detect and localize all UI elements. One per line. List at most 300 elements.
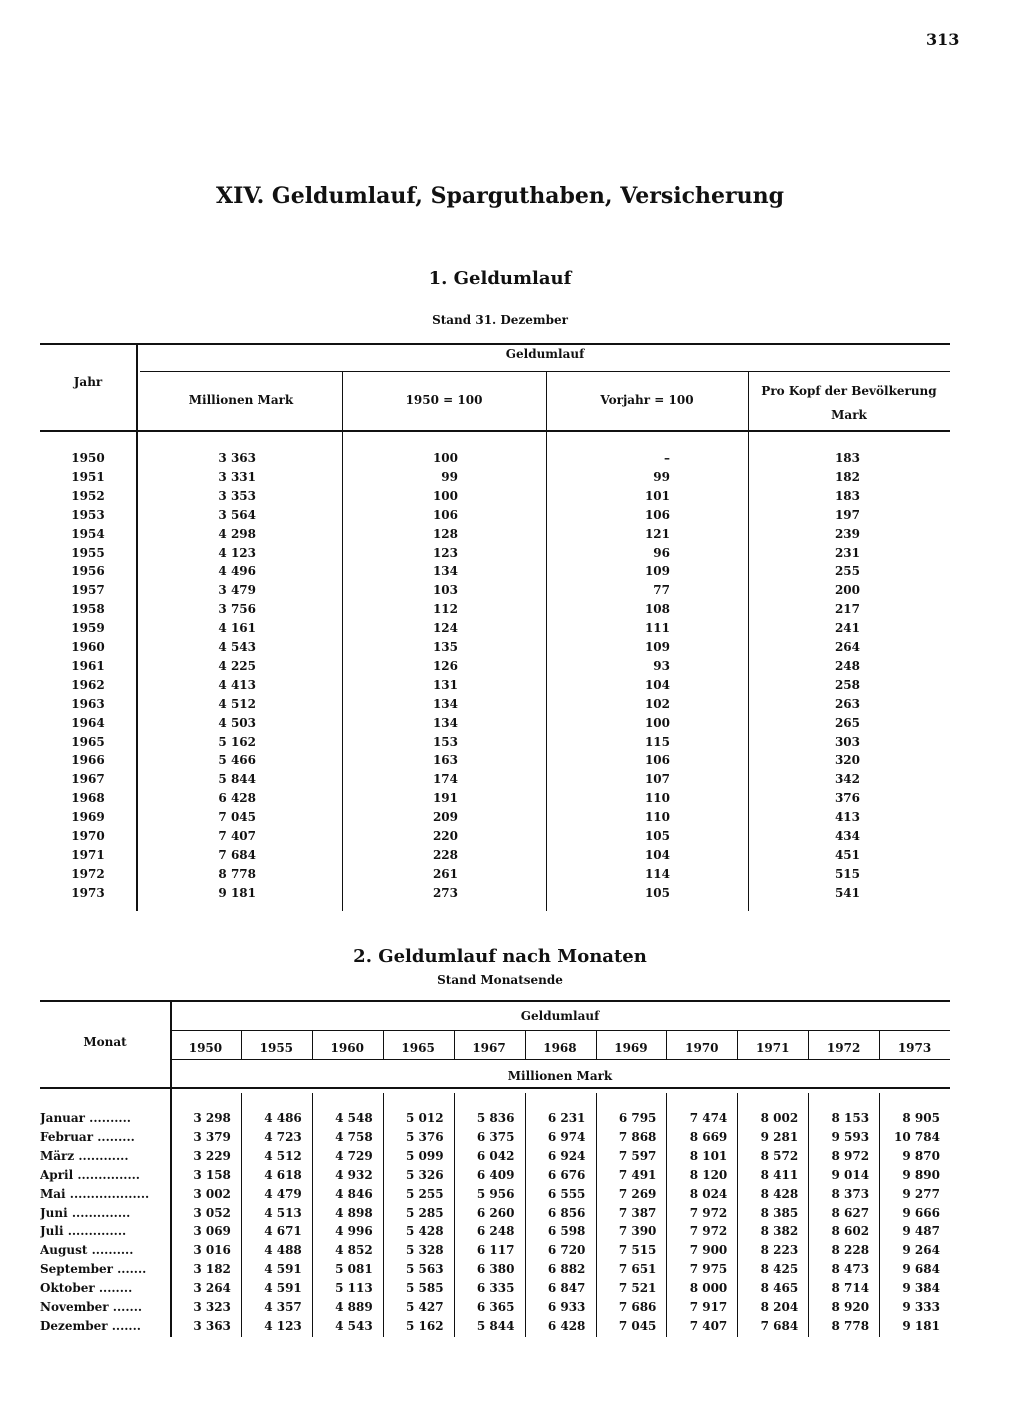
- cell-monat: November .......: [40, 1300, 143, 1314]
- cell-value: 5 376: [406, 1129, 444, 1144]
- cell-value: 6 598: [547, 1224, 586, 1239]
- cell-index-vorjahr: 106: [644, 753, 670, 768]
- cell-millionen-mark: 4 413: [218, 677, 256, 692]
- cell-pro-kopf: 241: [834, 621, 860, 636]
- cell-value: 5 427: [406, 1300, 444, 1314]
- cell-jahr: 1962: [71, 677, 105, 692]
- cell-pro-kopf: 182: [834, 469, 860, 484]
- cell-value: 4 618: [264, 1167, 302, 1182]
- cell-value: 8 024: [689, 1186, 728, 1201]
- cell-millionen-mark: 4 298: [218, 526, 256, 541]
- cell-value: 8 669: [689, 1129, 728, 1144]
- cell-index-vorjahr: 111: [644, 621, 670, 636]
- header-1950-index: 1950 = 100: [405, 393, 483, 407]
- cell-millionen-mark: 7 684: [218, 847, 256, 862]
- cell-value: 4 479: [264, 1186, 302, 1201]
- cell-value: 8 101: [689, 1148, 728, 1163]
- cell-value: 6 042: [476, 1148, 515, 1163]
- cell-index-1950: 134: [432, 564, 458, 579]
- cell-value: 10 784: [894, 1129, 940, 1144]
- header-year: 1968: [543, 1041, 577, 1055]
- cell-value: 6 924: [547, 1148, 586, 1163]
- cell-value: 5 836: [476, 1111, 515, 1125]
- cell-value: 6 428: [547, 1318, 586, 1333]
- header-year: 1967: [472, 1041, 506, 1055]
- cell-value: 8 204: [760, 1300, 799, 1314]
- cell-value: 5 099: [406, 1148, 444, 1163]
- cell-value: 9 593: [831, 1129, 870, 1144]
- cell-value: 8 385: [760, 1205, 799, 1220]
- cell-value: 9 333: [902, 1300, 940, 1314]
- header-pro-kopf: Pro Kopf der Bevölkerung: [761, 384, 937, 398]
- cell-value: 8 428: [760, 1186, 799, 1201]
- cell-index-1950: 128: [432, 526, 458, 541]
- cell-value: 4 932: [335, 1167, 373, 1182]
- cell-monat: April ...............: [40, 1167, 140, 1182]
- cell-index-vorjahr: 102: [644, 696, 670, 711]
- cell-index-1950: 100: [432, 451, 458, 465]
- table-rule: [170, 1059, 950, 1060]
- cell-value: 4 846: [335, 1186, 373, 1201]
- cell-value: 3 229: [193, 1148, 231, 1163]
- cell-value: 5 585: [406, 1281, 444, 1296]
- cell-value: 6 676: [547, 1167, 586, 1182]
- cell-index-1950: 99: [441, 469, 458, 484]
- cell-value: 4 512: [264, 1148, 302, 1163]
- cell-monat: Oktober ........: [40, 1281, 133, 1296]
- cell-value: 4 543: [335, 1318, 373, 1333]
- cell-pro-kopf: 320: [834, 753, 860, 768]
- section2-subtitle: Stand Monatsende: [437, 973, 563, 987]
- table-rule: [454, 1030, 455, 1059]
- cell-value: 5 428: [406, 1224, 444, 1239]
- cell-pro-kopf: 541: [834, 885, 860, 900]
- cell-value: 3 002: [193, 1186, 231, 1201]
- cell-pro-kopf: 200: [834, 583, 860, 598]
- header-geldumlauf: Geldumlauf: [520, 1009, 600, 1023]
- cell-millionen-mark: 3 756: [218, 602, 256, 617]
- header-year: 1972: [826, 1041, 861, 1055]
- cell-value: 4 488: [264, 1243, 302, 1258]
- cell-millionen-mark: 3 363: [218, 451, 256, 465]
- cell-millionen-mark: 3 353: [218, 488, 256, 503]
- chapter-title: XIV. Geldumlauf, Sparguthaben, Versicherung: [216, 183, 784, 209]
- cell-jahr: 1960: [71, 640, 105, 654]
- cell-jahr: 1967: [71, 772, 105, 787]
- cell-value: 5 012: [406, 1111, 444, 1125]
- cell-pro-kopf: 239: [834, 526, 860, 541]
- cell-millionen-mark: 4 123: [218, 545, 256, 560]
- cell-millionen-mark: 4 512: [218, 696, 256, 711]
- cell-value: 6 335: [476, 1281, 515, 1296]
- cell-monat: Juli ..............: [40, 1224, 127, 1239]
- cell-value: 7 917: [689, 1300, 728, 1314]
- cell-value: 8 120: [689, 1167, 728, 1182]
- cell-value: 6 260: [476, 1205, 515, 1220]
- cell-jahr: 1970: [71, 829, 105, 843]
- table-rule: [808, 1030, 809, 1059]
- cell-jahr: 1972: [71, 866, 105, 881]
- cell-index-1950: 112: [432, 602, 458, 617]
- cell-pro-kopf: 515: [834, 866, 860, 881]
- cell-index-vorjahr: 105: [644, 829, 670, 843]
- cell-value: 9 870: [902, 1148, 940, 1163]
- cell-millionen-mark: 5 844: [218, 772, 256, 787]
- cell-millionen-mark: 7 407: [218, 829, 256, 843]
- cell-index-vorjahr: 99: [653, 469, 670, 484]
- cell-millionen-mark: 5 162: [218, 734, 256, 749]
- cell-value: 9 277: [902, 1186, 940, 1201]
- cell-value: 3 158: [193, 1167, 231, 1182]
- cell-value: 7 045: [618, 1318, 657, 1333]
- cell-value: 8 465: [760, 1281, 799, 1296]
- cell-index-vorjahr: 115: [644, 734, 670, 749]
- header-year: 1965: [401, 1041, 435, 1055]
- cell-monat: Dezember .......: [40, 1318, 141, 1333]
- geldumlauf-monate-table: [40, 999, 950, 1337]
- cell-index-1950: 228: [432, 847, 458, 862]
- cell-value: 4 486: [264, 1111, 302, 1125]
- cell-monat: Mai ...................: [40, 1186, 150, 1201]
- cell-value: 8 411: [760, 1167, 799, 1182]
- cell-value: 7 515: [618, 1243, 657, 1258]
- cell-value: 4 996: [335, 1224, 373, 1239]
- cell-value: 3 264: [193, 1281, 231, 1296]
- cell-value: 5 563: [406, 1262, 444, 1277]
- cell-millionen-mark: 7 045: [218, 810, 256, 825]
- cell-index-vorjahr: 108: [644, 602, 670, 617]
- cell-value: 4 591: [264, 1281, 302, 1296]
- cell-value: 9 281: [760, 1129, 799, 1144]
- table-rule: [312, 1030, 313, 1059]
- cell-value: 8 228: [831, 1243, 870, 1258]
- cell-millionen-mark: 6 428: [218, 791, 256, 806]
- table-rule: [40, 1000, 950, 1002]
- cell-index-vorjahr: 104: [644, 677, 670, 692]
- cell-value: 6 847: [547, 1281, 586, 1296]
- cell-pro-kopf: 217: [834, 602, 860, 617]
- cell-value: 3 379: [193, 1129, 231, 1144]
- cell-value: 8 425: [760, 1262, 799, 1277]
- cell-jahr: 1958: [71, 602, 105, 617]
- table-rule: [170, 1030, 950, 1031]
- cell-millionen-mark: 8 778: [218, 866, 256, 881]
- cell-value: 8 382: [760, 1224, 799, 1239]
- cell-jahr: 1965: [71, 734, 105, 749]
- header-pro-kopf-unit: Mark: [831, 408, 867, 422]
- cell-index-1950: 273: [432, 885, 458, 900]
- cell-value: 9 181: [902, 1318, 940, 1333]
- cell-jahr: 1950: [71, 451, 105, 465]
- table-rule: [40, 430, 950, 432]
- cell-value: 7 975: [689, 1262, 728, 1277]
- cell-pro-kopf: 263: [834, 696, 860, 711]
- cell-value: 7 390: [618, 1224, 657, 1239]
- cell-pro-kopf: 183: [834, 488, 860, 503]
- cell-value: 4 889: [335, 1300, 373, 1314]
- header-year: 1969: [614, 1041, 648, 1055]
- cell-value: 5 162: [406, 1318, 444, 1333]
- table-rule: [737, 1030, 738, 1059]
- cell-index-1950: 134: [432, 715, 458, 730]
- cell-value: 4 357: [264, 1300, 302, 1314]
- cell-value: 8 153: [831, 1111, 870, 1125]
- cell-pro-kopf: 258: [834, 677, 860, 692]
- cell-value: 4 591: [264, 1262, 302, 1277]
- cell-index-1950: 131: [432, 677, 458, 692]
- cell-jahr: 1968: [71, 791, 105, 806]
- header-geldumlauf: Geldumlauf: [505, 347, 585, 361]
- cell-index-vorjahr: 96: [653, 545, 670, 560]
- cell-index-1950: 124: [432, 621, 458, 636]
- cell-jahr: 1963: [71, 696, 105, 711]
- cell-pro-kopf: 183: [834, 451, 860, 465]
- cell-index-1950: 103: [432, 583, 458, 598]
- cell-value: 6 856: [547, 1205, 586, 1220]
- header-year: 1950: [188, 1041, 223, 1055]
- cell-jahr: 1969: [71, 810, 105, 825]
- header-year: 1970: [685, 1041, 719, 1055]
- cell-millionen-mark: 4 161: [218, 621, 256, 636]
- cell-index-vorjahr: 110: [644, 810, 670, 825]
- cell-value: 8 572: [760, 1148, 799, 1163]
- cell-value: 7 269: [618, 1186, 657, 1201]
- cell-value: 4 723: [264, 1129, 302, 1144]
- cell-value: 7 521: [618, 1281, 657, 1296]
- cell-millionen-mark: 4 503: [218, 715, 256, 730]
- cell-index-vorjahr: 107: [644, 772, 670, 787]
- cell-monat: August ..........: [40, 1243, 134, 1258]
- cell-millionen-mark: 3 331: [218, 469, 256, 484]
- cell-index-vorjahr: 114: [644, 866, 670, 881]
- cell-monat: März ............: [40, 1148, 129, 1163]
- cell-index-1950: 106: [432, 507, 458, 522]
- geldumlauf-table: [40, 339, 950, 911]
- cell-value: 7 651: [618, 1262, 657, 1277]
- cell-index-1950: 163: [432, 753, 458, 768]
- cell-value: 7 900: [689, 1243, 728, 1258]
- cell-index-1950: 134: [432, 696, 458, 711]
- cell-value: 7 868: [618, 1129, 657, 1144]
- cell-index-1950: 135: [432, 640, 458, 654]
- cell-index-1950: 174: [432, 772, 458, 787]
- cell-value: 8 373: [831, 1186, 870, 1201]
- cell-pro-kopf: 303: [834, 734, 860, 749]
- cell-value: 6 974: [547, 1129, 586, 1144]
- cell-value: 6 375: [476, 1129, 515, 1144]
- cell-value: 5 328: [406, 1243, 444, 1258]
- cell-value: 7 684: [760, 1318, 799, 1333]
- cell-value: 7 597: [618, 1148, 657, 1163]
- cell-index-1950: 126: [432, 658, 458, 673]
- table-rule: [383, 1030, 384, 1059]
- cell-value: 6 555: [547, 1186, 586, 1201]
- section1-subtitle: Stand 31. Dezember: [432, 313, 568, 327]
- cell-value: 7 474: [689, 1111, 728, 1125]
- cell-millionen-mark: 4 496: [218, 564, 256, 579]
- cell-index-vorjahr: 101: [644, 488, 670, 503]
- cell-value: 8 602: [831, 1224, 870, 1239]
- cell-value: 5 956: [476, 1186, 515, 1201]
- cell-value: 8 002: [760, 1111, 799, 1125]
- cell-millionen-mark: 4 543: [218, 640, 256, 654]
- cell-value: 6 795: [618, 1111, 657, 1125]
- cell-index-vorjahr: 106: [644, 507, 670, 522]
- cell-jahr: 1964: [71, 715, 105, 730]
- cell-index-vorjahr: 109: [644, 564, 670, 579]
- cell-pro-kopf: 434: [834, 829, 860, 843]
- table-rule: [140, 371, 950, 372]
- cell-index-vorjahr: 104: [644, 847, 670, 862]
- cell-jahr: 1971: [71, 847, 105, 862]
- cell-jahr: 1973: [71, 885, 105, 900]
- cell-value: 4 898: [335, 1205, 373, 1220]
- cell-value: 4 123: [264, 1318, 302, 1333]
- cell-monat: Februar .........: [40, 1129, 135, 1144]
- cell-value: 4 758: [335, 1129, 373, 1144]
- cell-value: 8 714: [831, 1281, 870, 1296]
- cell-index-1950: 100: [432, 488, 458, 503]
- cell-value: 4 729: [335, 1148, 373, 1163]
- cell-monat: Januar ..........: [40, 1111, 131, 1125]
- header-year: 1973: [897, 1041, 932, 1055]
- header-vorjahr-index: Vorjahr = 100: [600, 393, 694, 407]
- cell-jahr: 1953: [71, 507, 105, 522]
- cell-index-vorjahr: 109: [644, 640, 670, 654]
- table-rule: [40, 343, 950, 345]
- cell-value: 5 844: [476, 1318, 515, 1333]
- cell-value: 6 231: [547, 1111, 586, 1125]
- header-millionen-mark: Millionen Mark: [188, 393, 294, 407]
- cell-value: 5 081: [335, 1262, 373, 1277]
- cell-index-vorjahr: –: [664, 451, 670, 465]
- cell-index-1950: 209: [432, 810, 458, 825]
- header-year: 1960: [330, 1041, 364, 1055]
- cell-value: 5 285: [406, 1205, 444, 1220]
- cell-value: 8 627: [831, 1205, 870, 1220]
- header-monat: Monat: [83, 1035, 127, 1049]
- cell-index-vorjahr: 121: [644, 526, 670, 541]
- cell-value: 7 407: [689, 1318, 728, 1333]
- cell-jahr: 1951: [71, 469, 105, 484]
- cell-index-vorjahr: 77: [653, 583, 670, 598]
- page-number: 313: [926, 30, 960, 49]
- cell-value: 6 248: [476, 1224, 515, 1239]
- cell-value: 7 387: [618, 1205, 657, 1220]
- header-year: 1971: [756, 1041, 790, 1055]
- cell-value: 7 972: [689, 1205, 728, 1220]
- cell-value: 8 473: [831, 1262, 870, 1277]
- cell-value: 6 117: [476, 1243, 515, 1258]
- cell-jahr: 1959: [71, 621, 105, 636]
- cell-pro-kopf: 265: [834, 715, 860, 730]
- cell-value: 3 069: [193, 1224, 231, 1239]
- cell-index-1950: 123: [432, 545, 458, 560]
- cell-pro-kopf: 342: [834, 772, 860, 787]
- cell-index-vorjahr: 110: [644, 791, 670, 806]
- cell-value: 9 384: [902, 1281, 940, 1296]
- cell-index-1950: 261: [432, 866, 458, 881]
- cell-value: 7 686: [618, 1300, 657, 1314]
- cell-value: 8 223: [760, 1243, 799, 1258]
- cell-value: 4 852: [335, 1243, 373, 1258]
- table-rule: [136, 343, 138, 911]
- table-rule: [879, 1030, 880, 1059]
- cell-index-1950: 191: [432, 791, 458, 806]
- cell-jahr: 1961: [71, 658, 105, 673]
- cell-pro-kopf: 264: [834, 640, 860, 654]
- cell-value: 7 972: [689, 1224, 728, 1239]
- cell-index-1950: 153: [432, 734, 458, 749]
- cell-jahr: 1966: [71, 753, 105, 768]
- cell-index-vorjahr: 105: [644, 885, 670, 900]
- cell-value: 3 182: [193, 1262, 231, 1277]
- cell-value: 5 113: [335, 1281, 373, 1296]
- cell-value: 5 326: [406, 1167, 444, 1182]
- cell-pro-kopf: 231: [834, 545, 860, 560]
- cell-value: 9 264: [902, 1243, 940, 1258]
- cell-pro-kopf: 451: [834, 847, 860, 862]
- cell-value: 4 671: [264, 1224, 302, 1239]
- cell-value: 6 882: [547, 1262, 586, 1277]
- cell-millionen-mark: 3 479: [218, 583, 256, 598]
- cell-pro-kopf: 255: [834, 564, 860, 579]
- cell-value: 6 365: [476, 1300, 515, 1314]
- cell-millionen-mark: 3 564: [218, 507, 256, 522]
- cell-value: 9 684: [902, 1262, 940, 1277]
- cell-value: 9 487: [902, 1224, 940, 1239]
- cell-value: 6 933: [547, 1300, 586, 1314]
- cell-pro-kopf: 197: [834, 507, 860, 522]
- table-rule: [666, 1030, 667, 1059]
- cell-pro-kopf: 248: [834, 658, 860, 673]
- section1-title: 1. Geldumlauf: [428, 268, 572, 289]
- cell-value: 5 255: [406, 1186, 444, 1201]
- cell-value: 8 905: [902, 1111, 940, 1125]
- cell-value: 6 380: [476, 1262, 515, 1277]
- cell-pro-kopf: 376: [834, 791, 860, 806]
- cell-millionen-mark: 4 225: [218, 658, 256, 673]
- table-rule: [525, 1030, 526, 1059]
- cell-monat: September .......: [40, 1262, 147, 1277]
- cell-millionen-mark: 9 181: [218, 885, 256, 900]
- cell-value: 4 513: [264, 1205, 302, 1220]
- header-jahr: Jahr: [73, 375, 103, 389]
- cell-value: 7 491: [618, 1167, 657, 1182]
- cell-jahr: 1957: [71, 583, 105, 598]
- cell-index-vorjahr: 93: [653, 658, 670, 673]
- cell-value: 6 409: [476, 1167, 515, 1182]
- cell-jahr: 1954: [71, 526, 105, 541]
- cell-value: 8 000: [689, 1281, 728, 1296]
- cell-value: 9 014: [831, 1167, 870, 1182]
- cell-pro-kopf: 413: [834, 810, 860, 825]
- cell-value: 6 720: [547, 1243, 586, 1258]
- cell-index-1950: 220: [432, 829, 458, 843]
- cell-jahr: 1956: [71, 564, 105, 579]
- cell-value: 3 363: [193, 1318, 231, 1333]
- cell-value: 8 972: [831, 1148, 870, 1163]
- cell-jahr: 1955: [71, 545, 105, 560]
- cell-value: 8 778: [831, 1318, 870, 1333]
- table-rule: [241, 1030, 242, 1059]
- cell-value: 4 548: [335, 1111, 373, 1125]
- cell-value: 3 298: [193, 1111, 231, 1125]
- cell-value: 8 920: [831, 1300, 870, 1314]
- table-rule: [40, 1087, 950, 1089]
- cell-monat: Juni ..............: [40, 1205, 131, 1220]
- cell-value: 3 323: [193, 1300, 231, 1314]
